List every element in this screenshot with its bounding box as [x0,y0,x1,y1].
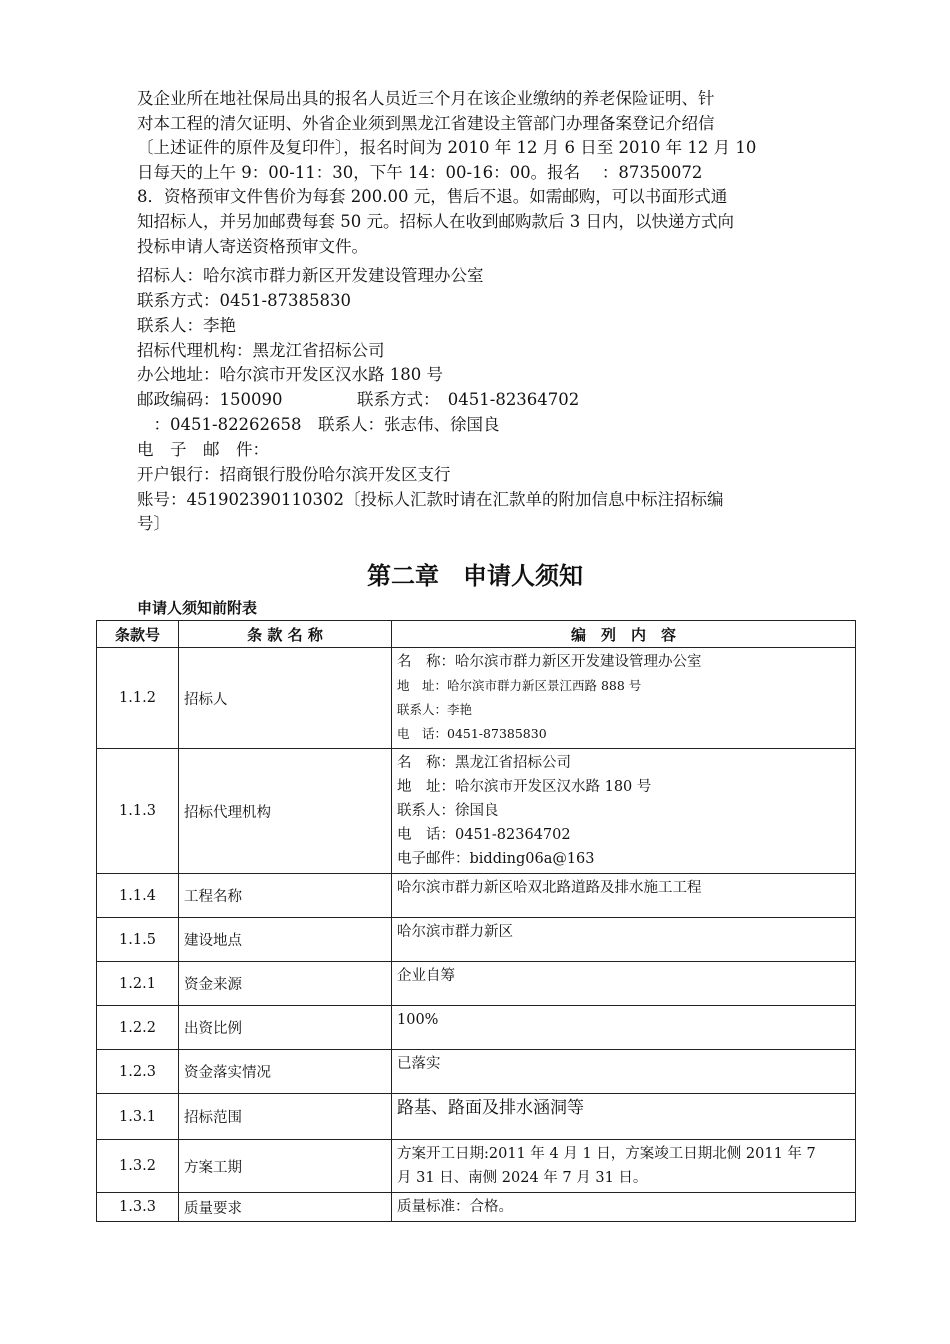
clause-name: 建设地点 [179,918,392,962]
clause-name: 工程名称 [179,874,392,918]
header-clause-name: 条 款 名 称 [179,621,392,648]
content-line: 方案开工日期:2011 年 4 月 1 日，方案竣工日期北侧 2011 年 7 [397,1146,816,1162]
clause-content: 质量标准：合格。 [392,1193,856,1222]
clause-name: 招标范围 [179,1094,392,1140]
table-row [97,874,856,918]
clause-name: 出资比例 [179,1006,392,1050]
clause-number: 1.1.5 [97,918,179,962]
fax-line: ：0451-82262658 联系人：张志伟、徐国良 [137,415,500,434]
account-line: 账号：451902390110302〔投标人汇款时请在汇款单的附加信息中标注招标编 [137,490,724,509]
table-row [97,1193,856,1222]
content-line: 电 话：0451-87385830 [397,726,547,741]
content-line: 名 称：哈尔滨市群力新区开发建设管理办公室 [397,654,702,670]
intro-paragraph [137,87,827,259]
clause-content: 企业自筹 [392,962,856,1006]
intro-line: 知招标人，并另加邮费每套 50 元。招标人在收到邮购款后 3 日内，以快递方式向 [137,211,734,231]
clause-name: 招标人 [179,648,392,749]
clause-content: 哈尔滨市群力新区 [392,918,856,962]
clause-name: 资金落实情况 [179,1050,392,1094]
clause-name: 资金来源 [179,962,392,1006]
clause-content [392,749,856,874]
clause-number: 1.2.1 [97,962,179,1006]
clause-number: 1.1.2 [97,648,179,749]
clause-number: 1.3.3 [97,1193,179,1222]
header-content: 编 列 内 容 [392,621,856,648]
table-row [97,1094,856,1140]
clause-number: 1.2.3 [97,1050,179,1094]
clause-number: 1.1.4 [97,874,179,918]
clause-name: 质量要求 [179,1193,392,1222]
table-row [97,1050,856,1094]
notice-table [96,620,856,1222]
intro-line: 〔上述证件的原件及复印件〕，报名时间为 2010 年 12 月 6 日至 2010 年 12 月 10 [137,138,757,158]
account-line-cont: 号〕 [137,514,170,533]
intro-line: 投标申请人寄送资格预审文件。 [137,236,368,256]
content-line: 月 31 日、南侧 2024 年 7 月 31 日。 [397,1170,648,1186]
clause-content: 100% [392,1006,856,1050]
clause-number: 1.2.2 [97,1006,179,1050]
content-line: 电子邮件：bidding06a@163 [397,851,595,867]
postcode-line: 邮政编码：150090 [137,390,283,409]
chapter-title: 第二章 申请人须知 [367,562,583,590]
intro-line: 日每天的上午 9：00-11：30，下午 14：00-16：00。报名 ：87350072 [137,162,703,182]
table-row [97,648,856,749]
table-row [97,1006,856,1050]
bank-line: 开户银行：招商银行股份哈尔滨开发区支行 [137,465,451,484]
intro-line: 及企业所在地社保局出具的报名人员近三个月在该企业缴纳的养老保险证明、针 [137,89,715,108]
clause-name: 方案工期 [179,1140,392,1193]
clause-number: 1.3.2 [97,1140,179,1193]
clause-content [392,1140,856,1193]
table-title: 申请人须知前附表 [137,599,258,617]
content-line: 电 话：0451-82364702 [397,827,571,843]
table-row [97,918,856,962]
clause-content [392,648,856,749]
table-row [97,1140,856,1193]
clause-number: 1.1.3 [97,749,179,874]
agency-phone-line: 联系方式： 0451-82364702 [357,390,580,409]
tenderer-line: 招标人：哈尔滨市群力新区开发建设管理办公室 [137,266,484,285]
intro-line: 对本工程的清欠证明、外省企业须到黑龙江省建设主管部门办理备案登记介绍信 [137,113,715,133]
address-line: 办公地址：哈尔滨市开发区汉水路 180 号 [137,365,443,384]
agency-line: 招标代理机构：黑龙江省招标公司 [137,341,385,360]
content-line: 名 称：黑龙江省招标公司 [397,755,571,771]
clause-number: 1.3.1 [97,1094,179,1140]
clause-name: 招标代理机构 [179,749,392,874]
table-row [97,962,856,1006]
tenderer-phone-line: 联系方式：0451-87385830 [137,291,352,310]
clause-content: 已落实 [392,1050,856,1094]
content-line: 地 址：哈尔滨市开发区汉水路 180 号 [397,779,652,795]
table-row [97,749,856,874]
content-line: 联系人：李艳 [397,702,473,717]
clause-content: 哈尔滨市群力新区哈双北路道路及排水施工工程 [392,874,856,918]
tenderer-person-line: 联系人：李艳 [137,316,236,335]
email-line: 电 子 邮 件： [137,440,269,459]
intro-line: 8．资格预审文件售价为每套 200.00 元，售后不退。如需邮购，可以书面形式通 [137,187,728,207]
table-header-row [97,621,856,648]
content-line: 联系人：徐国良 [397,803,499,819]
content-line: 地 址：哈尔滨市群力新区景江西路 888 号 [397,678,642,693]
clause-content: 路基、路面及排水涵洞等 [392,1094,856,1140]
header-clause-no: 条款号 [97,621,179,648]
